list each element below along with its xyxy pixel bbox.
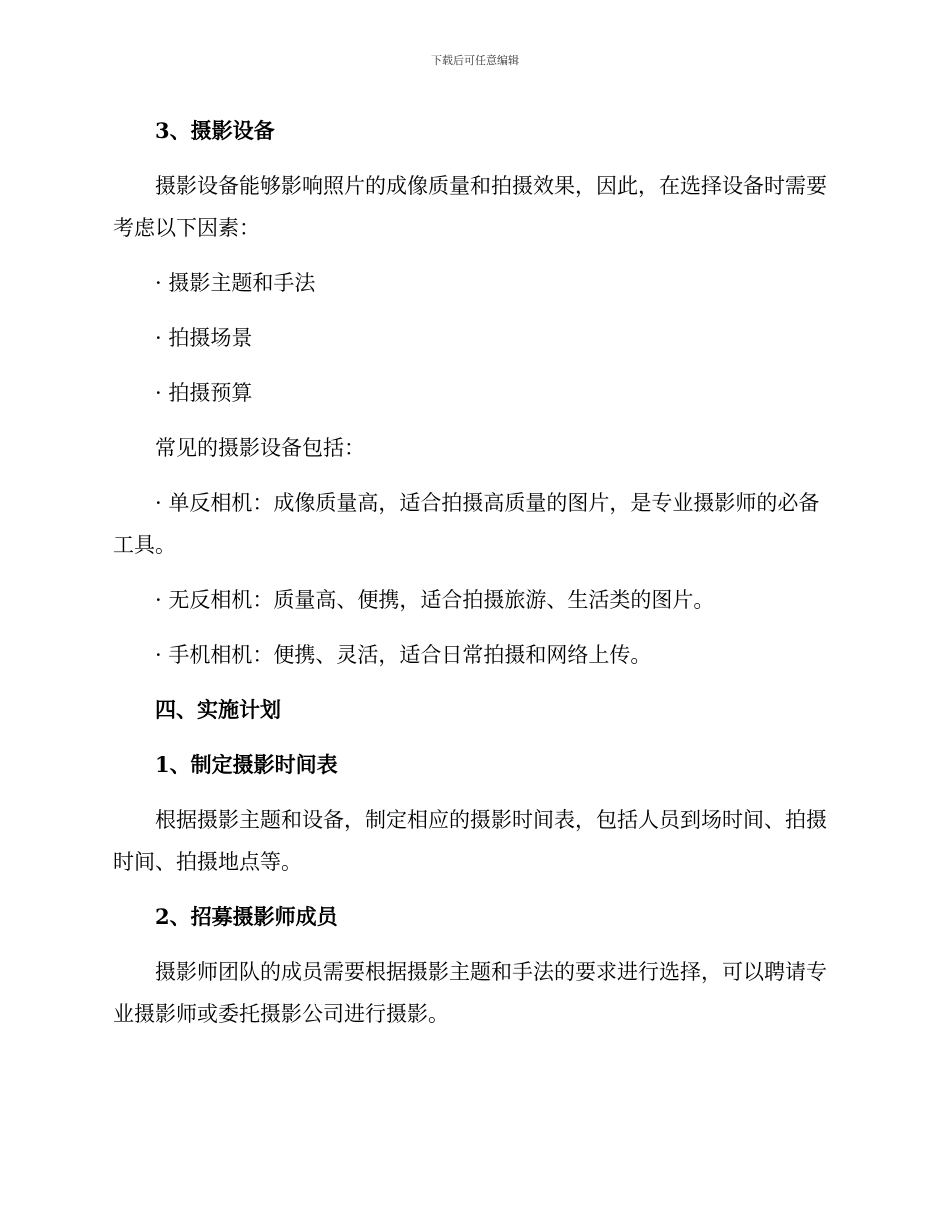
section-heading-recruit: 2、招募摄影师成员	[155, 904, 338, 929]
document-body	[113, 110, 833, 1048]
list-item-scene: · 拍摄场景	[155, 326, 253, 350]
list-item-dslr: · 单反相机：成像质量高，适合拍摄高质量的图片，是专业摄影师的必备工具。	[113, 491, 820, 557]
paragraph-common-equipment: 常见的摄影设备包括：	[155, 436, 365, 460]
list-item-mirrorless: · 无反相机：质量高、便携，适合拍摄旅游、生活类的图片。	[155, 588, 715, 612]
list-item-phone-camera: · 手机相机：便携、灵活，适合日常拍摄和网络上传。	[155, 643, 652, 667]
list-item-theme: · 摄影主题和手法	[155, 271, 316, 295]
section-heading-plan: 四、实施计划	[155, 697, 281, 722]
section-heading-schedule: 1、制定摄影时间表	[155, 752, 338, 777]
page-header: 下载后可任意编辑	[431, 54, 519, 67]
paragraph-equipment-intro: 摄影设备能够影响照片的成像质量和拍摄效果，因此，在选择设备时需要考虑以下因素：	[113, 174, 827, 240]
section-heading-equipment: 3、摄影设备	[155, 118, 275, 143]
paragraph-schedule: 根据摄影主题和设备，制定相应的摄影时间表，包括人员到场时间、拍摄时间、拍摄地点等。	[113, 808, 827, 874]
list-item-budget: · 拍摄预算	[155, 381, 253, 405]
paragraph-recruit: 摄影师团队的成员需要根据摄影主题和手法的要求进行选择，可以聘请专业摄影师或委托摄影公司进行摄影。	[113, 960, 827, 1026]
